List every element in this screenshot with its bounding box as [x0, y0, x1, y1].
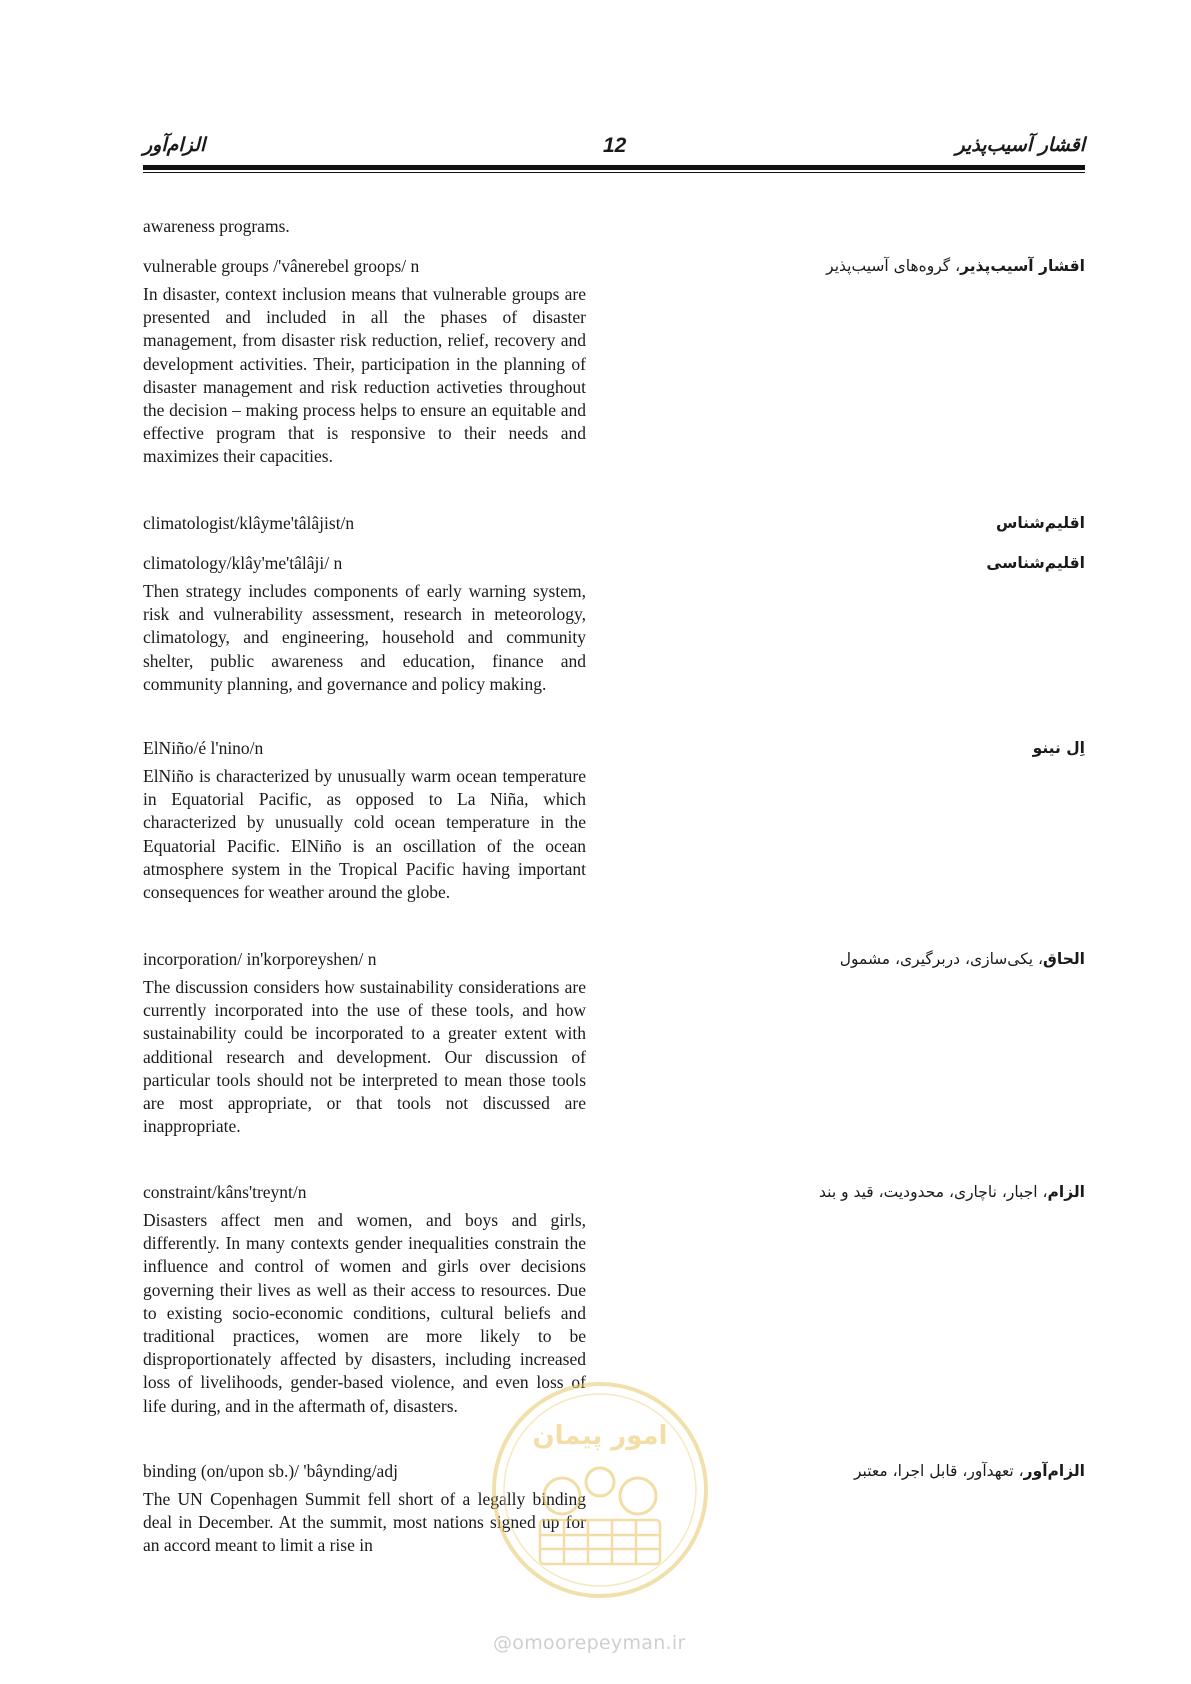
english-column: [143, 1460, 586, 1558]
header-rule-thick: [143, 165, 1085, 170]
running-head-right: اقشار آسیب‌پذیر: [955, 134, 1085, 156]
persian-term: اقلیم‌شناس: [995, 514, 1085, 532]
watermark-site: @omoorepeyman.ir: [493, 1632, 686, 1654]
persian-equivalent: [645, 948, 1085, 970]
english-column: [143, 255, 586, 469]
persian-equivalent: [645, 512, 1085, 534]
persian-term: اقلیم‌شناسی: [986, 554, 1085, 572]
term-definition: In disaster, context inclusion means that vulnerable groups are presented and included in all the phases of disaster management, from disaster risk reduction, relief, recovery and development activities. Their, participation in the planning of disaster management and risk reduction activeties throughout the decision – making process helps to ensure an equitable and effective program that is responsive to their needs and maximizes their capacities.: [143, 284, 586, 467]
term-heading: incorporation/ in'korporeyshen/ n: [143, 949, 377, 969]
running-head-left: الزام‌آور: [143, 134, 206, 156]
term-definition: The discussion considers how sustainability considerations are currently incorporated into the use of these tools, and how sustainability could be incorporated to a greater extent with additional research and development. Our discussion of particular tools should not be interpreted to mean those tools are most appropriate, or that tools not discussed are inappropriate.: [143, 977, 586, 1137]
persian-term: اِل نینو: [1032, 739, 1085, 757]
term-heading: binding (on/upon sb.)/ 'bâynding/adj: [143, 1461, 398, 1481]
persian-term: اقشار آسیب‌پذیر: [960, 257, 1085, 275]
persian-synonyms: ، اجبار، ناچاری، محدودیت، قید و بند: [819, 1183, 1048, 1201]
term-heading: climatology/klây'me'tâlâji/ n: [143, 553, 343, 573]
continued-text: awareness programs.: [143, 216, 290, 236]
english-column: [143, 737, 586, 904]
term-definition: Disasters affect men and women, and boys and girls, differently. In many contexts gender inequalities constrain the influence and control of women and girls over decisions governing their lives as well as their access to resources. Due to existing socio-economic conditions, cultural beliefs and traditional practices, women are more likely to be disproportionately affected by disasters, including increased loss of livelihoods, gender-based violence, and even loss of life during, and in the aftermath of, disasters.: [143, 1210, 586, 1416]
persian-synonyms: ، تعهدآور، قابل اجرا، معتبر: [853, 1462, 1024, 1480]
header-rule-thin: [143, 172, 1085, 173]
term-definition: The UN Copenhagen Summit fell short of a legally binding deal in December. At the summit, most nations signed up for an accord meant to limit a rise in: [143, 1489, 586, 1556]
page-number: 12: [603, 134, 627, 157]
persian-synonyms: ، یکی‌سازی، دربرگیری، مشمول: [839, 950, 1044, 968]
term-heading: climatologist/klâyme'tâlâjist/n: [143, 513, 355, 533]
persian-equivalent: [645, 1460, 1085, 1482]
persian-equivalent: [645, 255, 1085, 277]
persian-equivalent: [645, 1181, 1085, 1203]
seal-text: امور پیمان: [532, 1421, 668, 1451]
persian-term: الزام‌آور: [1023, 1462, 1085, 1480]
english-column: [143, 948, 586, 1138]
term-definition: Then strategy includes components of early warning system, risk and vulnerability assessment, research in meteorology, climatology, and engineering, household and community shelter, public awareness and education, finance and community planning, and governance and policy making.: [143, 581, 586, 694]
english-column: [143, 1181, 586, 1418]
term-heading: vulnerable groups /'vânerebel groops/ n: [143, 256, 420, 276]
english-column: [143, 552, 586, 696]
persian-term: الزام: [1047, 1183, 1085, 1201]
persian-equivalent: [645, 552, 1085, 574]
term-definition: ElNiño is characterized by unusually warm ocean temperature in Equatorial Pacific, as opposed to La Niña, which characterized by unusually cold ocean temperature in the Equatorial Pacific. ElNiño is an oscillation of the ocean atmosphere system in the Tropical Pacific having important consequences for weather around the globe.: [143, 766, 586, 903]
persian-term: الحاق: [1043, 950, 1085, 968]
page-header: [143, 128, 1085, 164]
english-column: [143, 512, 586, 540]
persian-equivalent: [645, 737, 1085, 759]
term-heading: constraint/kâns'treynt/n: [143, 1182, 307, 1202]
persian-synonyms: ، گروه‌های آسیب‌پذیر: [826, 257, 961, 275]
term-heading: ElNiño/é l'nino/n: [143, 738, 264, 758]
